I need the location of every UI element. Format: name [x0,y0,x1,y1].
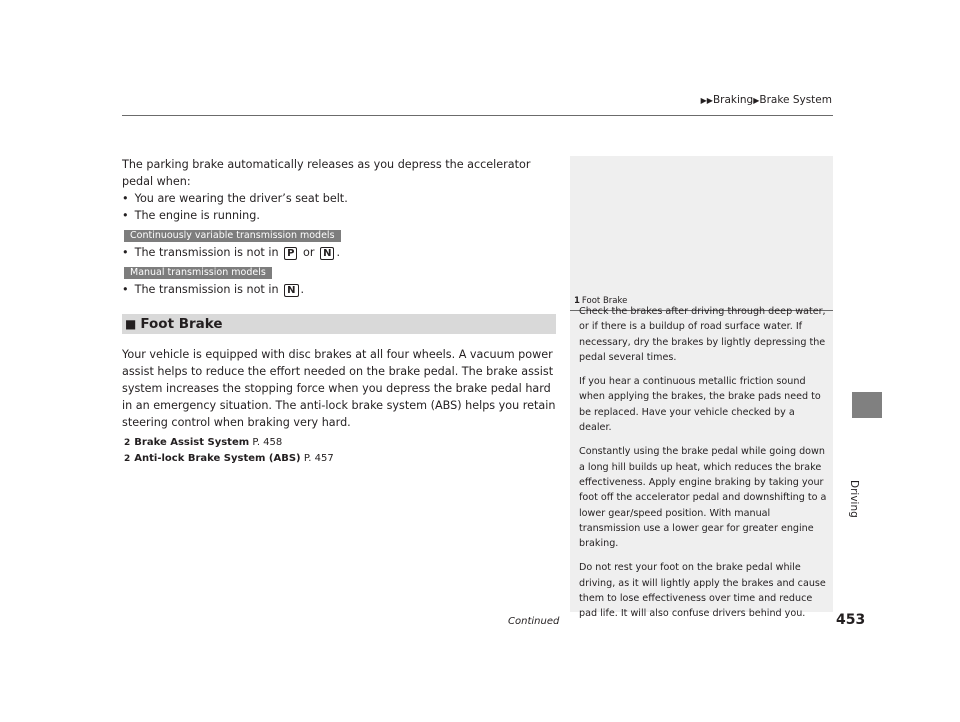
gear-n-key: N [284,284,298,297]
parking-bullet-seatbelt: • You are wearing the driver’s seat belt. [122,190,556,207]
gear-p-key: P [284,247,297,260]
mt-bullet-text: The transmission is not in [134,283,279,296]
reference-arrow-icon: 2 [124,454,131,464]
note-body [579,304,827,631]
reference-arrow-icon: 2 [124,438,131,448]
breadcrumb-brake-system[interactable]: Brake System [759,94,832,106]
section-title: Foot Brake [140,315,223,332]
ref-title: Anti-lock Brake System (ABS) [134,453,301,464]
chapter-tab-marker [852,392,882,418]
foot-brake-section-header [122,314,556,334]
cvt-bullet-text: The transmission is not in [134,246,279,259]
cvt-models-tag: Continuously variable transmission models [124,230,341,242]
ref-page: P. 458 [252,437,283,448]
mt-bullet: • The transmission is not in N . [122,281,556,298]
note-marker-icon: 1 [574,296,580,306]
cvt-bullet: • The transmission is not in P or N . [122,244,556,261]
note-paragraph: Do not rest your foot on the brake pedal while driving, as it will lightly apply the brakes and cause them to lose effectiveness over time and reduce pad life. It will also confuse drivers behind you. [579,562,826,620]
chevron-right-icon: ▶ [753,96,760,105]
note-paragraph: Check the brakes after driving through deep water, or if there is a buildup of road surface water. If necessary, dry the brakes by lightly depressing the pedal several times. [579,306,826,363]
cvt-or-text: or [303,246,315,259]
breadcrumb-braking[interactable]: Braking [712,94,754,106]
gear-n-key: N [320,247,334,260]
note-paragraph: Constantly using the brake pedal while going down a long hill builds up heat, which reduces the brake effectiveness. Apply engine braking by taking your foot off the accelerator pedal and downshifting to a lower gear/speed position. With manual transmission use a lower gear for greater engine braking. [579,446,827,550]
ref-page: P. 457 [303,453,334,464]
chapter-tab-label[interactable]: Driving [848,480,860,518]
ref-brake-assist[interactable] [124,435,556,451]
ref-abs[interactable] [124,451,556,467]
breadcrumb [701,94,832,106]
ref-title: Brake Assist System [134,437,250,448]
foot-brake-body: Your vehicle is equipped with disc brakes at all four wheels. A vacuum power assist helps to reduce the effort needed on the brake pedal. The brake assist system increases the stopping force when you depress the brake pedal hard in an emergency situation. The anti-lock brake system (ABS) helps you retain steering control when braking very hard. [122,348,556,429]
note-paragraph: If you hear a continuous metallic friction sound when applying the brakes, the brake pads need to be replaced. Have your vehicle checked by a dealer. [579,376,821,434]
page-number: 453 [836,612,866,628]
note-heading: Foot Brake [581,296,628,306]
section-square-icon: ■ [125,316,137,331]
continued-label: Continued [508,616,560,627]
main-content [122,156,556,467]
header-divider [122,115,833,116]
parking-intro: The parking brake automatically releases as you depress the accelerator pedal when: [122,158,531,188]
chevron-right-icon: ▶▶ [700,96,713,105]
parking-bullet-engine: • The engine is running. [122,207,556,224]
mt-models-tag: Manual transmission models [124,267,272,279]
